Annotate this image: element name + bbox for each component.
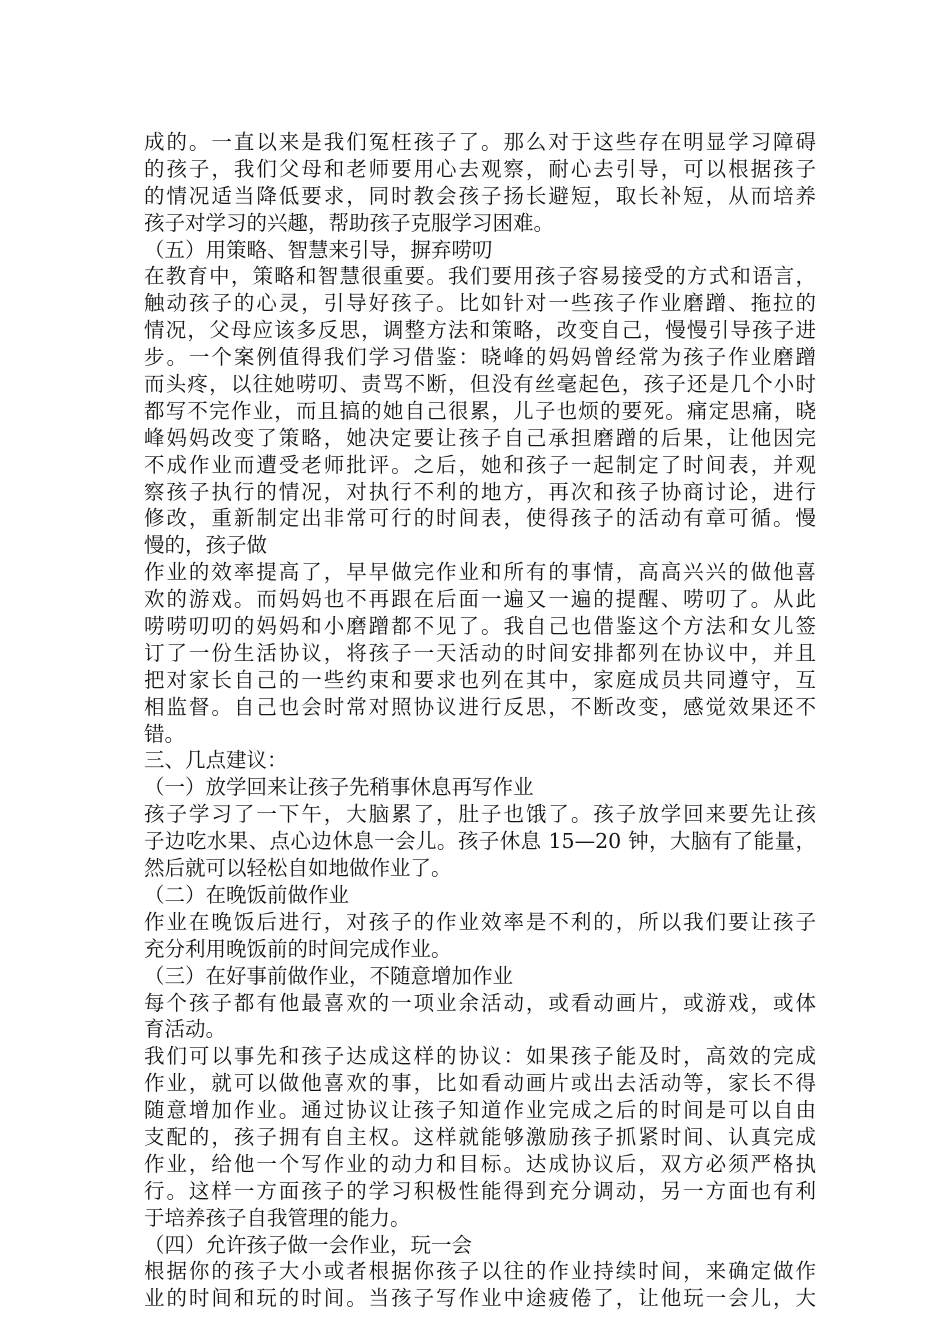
text-line: 业的时间和玩的时间。当孩子写作业中途疲倦了，让他玩一会儿，大 <box>144 1286 816 1311</box>
text-line: 唠唠叨叨的妈妈和小磨蹭都不见了。我自己也借鉴这个方法和女儿签 <box>144 614 816 639</box>
text-line: 在教育中，策略和智慧很重要。我们要用孩子容易接受的方式和语言， <box>144 264 816 289</box>
text-line: 作业，给他一个写作业的动力和目标。达成协议后，双方必须严格执 <box>144 1151 816 1176</box>
text-line: 而头疼，以往她唠叨、责骂不断，但没有丝毫起色，孩子还是几个小时 <box>144 372 816 397</box>
text-line: 每个孩子都有他最喜欢的一项业余活动，或看动画片，或游戏，或体 <box>144 990 816 1015</box>
text-line: 步。一个案例值得我们学习借鉴：晓峰的妈妈曾经常为孩子作业磨蹭 <box>144 345 816 370</box>
text-line: 修改，重新制定出非常可行的时间表，使得孩子的活动有章可循。慢 <box>144 506 816 531</box>
text-line: 欢的游戏。而妈妈也不再跟在后面一遍又一遍的提醒、唠叨了。从此 <box>144 587 816 612</box>
text-line: 都写不完作业，而且搞的她自己很累，儿子也烦的要死。痛定思痛，晓 <box>144 398 816 423</box>
section-heading: （五）用策略、智慧来引导，摒弃唠叨 <box>144 237 493 262</box>
text-line: 的孩子，我们父母和老师要用心去观察，耐心去引导，可以根据孩子 <box>144 156 816 181</box>
text-line: 子边吃水果、点心边休息一会儿。孩子休息 15—20 钟，大脑有了能量， <box>144 829 816 854</box>
text-line: 错。 <box>144 721 185 746</box>
text-line: 随意增加作业。通过协议让孩子知道作业完成之后的时间是可以自由 <box>144 1098 816 1123</box>
text-line: 作业，就可以做他喜欢的事，比如看动画片或出去活动等，家长不得 <box>144 1071 816 1096</box>
text-line: 支配的，孩子拥有自主权。这样就能够激励孩子抓紧时间、认真完成 <box>144 1124 816 1149</box>
text-line: 情况，父母应该多反思，调整方法和策略，改变自己，慢慢引导孩子进 <box>144 318 816 343</box>
text-line: 成的。一直以来是我们冤枉孩子了。那么对于这些存在明显学习障碍 <box>144 130 816 154</box>
text-line: 育活动。 <box>144 1017 226 1042</box>
section-heading: （一）放学回来让孩子先稍事休息再写作业 <box>144 775 534 800</box>
text-line: 孩子学习了一下午，大脑累了，肚子也饿了。孩子放学回来要先让孩 <box>144 802 816 827</box>
text-line: 的情况适当降低要求，同时教会孩子扬长避短，取长补短，从而培养 <box>144 183 816 208</box>
text-line: 行。这样一方面孩子的学习积极性能得到充分调动，另一方面也有利 <box>144 1178 816 1203</box>
text-line: 作业的效率提高了，早早做完作业和所有的事情，高高兴兴的做他喜 <box>144 560 816 585</box>
section-heading: （四）允许孩子做一会作业，玩一会 <box>144 1232 472 1257</box>
section-heading: （二）在晚饭前做作业 <box>144 882 349 907</box>
document-body <box>144 129 816 1312</box>
text-line: 峰妈妈改变了策略，她决定要让孩子自己承担磨蹭的后果，让他因完 <box>144 425 816 450</box>
text-line: 把对家长自己的一些约束和要求也列在其中，家庭成员共同遵守，互 <box>144 667 816 692</box>
text-line: 我们可以事先和孩子达成这样的协议：如果孩子能及时，高效的完成 <box>144 1044 816 1069</box>
text-line: 慢的，孩子做 <box>144 533 267 558</box>
text-line: 充分利用晚饭前的时间完成作业。 <box>144 936 452 961</box>
text-line: 察孩子执行的情况，对执行不利的地方，再次和孩子协商讨论，进行 <box>144 479 816 504</box>
text-line: 作业在晚饭后进行，对孩子的作业效率是不利的，所以我们要让孩子 <box>144 909 816 934</box>
text-line: 然后就可以轻松自如地做作业了。 <box>144 856 452 881</box>
text-line: 根据你的孩子大小或者根据你孩子以往的作业持续时间，来确定做作 <box>144 1259 816 1284</box>
text-line: 于培养孩子自我管理的能力。 <box>144 1205 411 1230</box>
section-heading: 三、几点建议： <box>144 748 288 773</box>
text-line: 订了一份生活协议，将孩子一天活动的时间安排都列在协议中，并且 <box>144 640 816 665</box>
text-line: 触动孩子的心灵，引导好孩子。比如针对一些孩子作业磨蹭、拖拉的 <box>144 291 816 316</box>
text-line: 不成作业而遭受老师批评。之后，她和孩子一起制定了时间表，并观 <box>144 452 816 477</box>
text-line: 孩子对学习的兴趣，帮助孩子克服学习困难。 <box>144 210 554 235</box>
text-line: 相监督。自己也会时常对照协议进行反思，不断改变，感觉效果还不 <box>144 694 816 719</box>
section-heading: （三）在好事前做作业，不随意增加作业 <box>144 963 513 988</box>
